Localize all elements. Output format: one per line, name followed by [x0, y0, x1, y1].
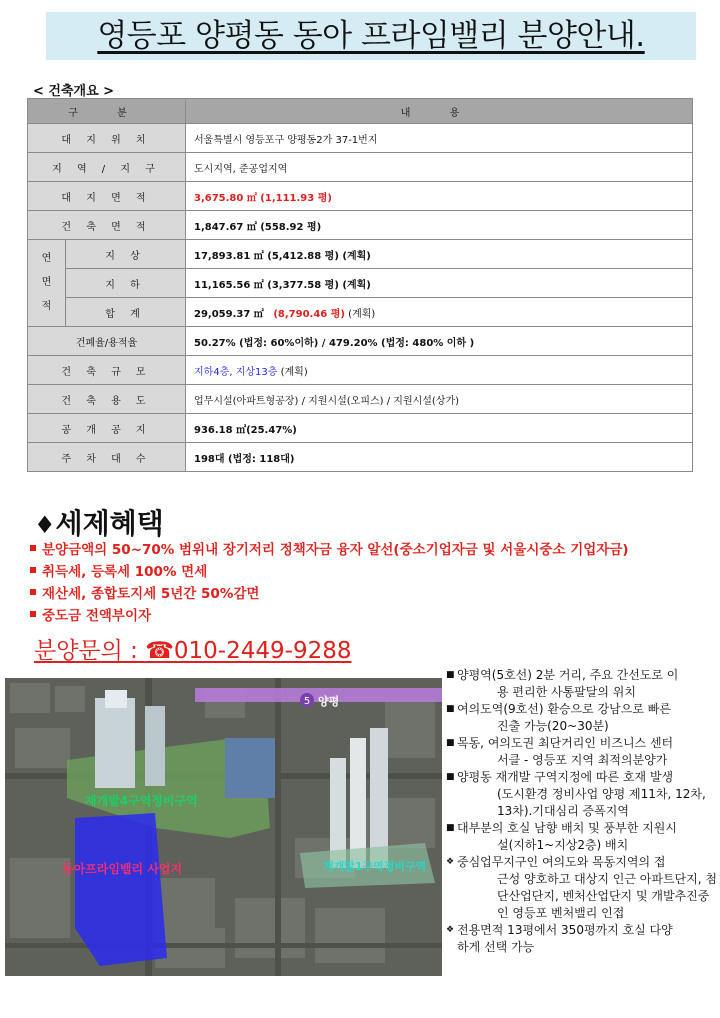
page-title: 영등포 양평동 동아 프라임밸리 분양안내. — [97, 18, 645, 54]
benefits-title-text: 세제혜택 — [55, 507, 164, 540]
benefits-heading — [34, 502, 164, 542]
row-label: 건 축 규 모 — [28, 356, 186, 385]
table-row — [28, 182, 693, 211]
benefit-text: 분양금액의 50~70% 범위내 장기저리 정책자금 융자 알선(중소기업자금 및 서울시중소 기업자금) — [42, 542, 629, 558]
list-item — [30, 583, 629, 605]
inquiry-label: 분양문의 : — [34, 638, 146, 664]
square-bullet-icon — [30, 611, 36, 617]
table-header-row — [28, 99, 693, 124]
row-value — [186, 298, 693, 327]
list-item — [30, 561, 629, 583]
row-value: 3,675.80 ㎡ (1,111.93 평) — [186, 182, 693, 211]
point-rest: 진출 가능(20~30분) — [497, 719, 609, 733]
overview-label: < 건축개요 > — [33, 84, 115, 99]
bullet-icon: ■ — [446, 772, 455, 782]
bullet-icon: ■ — [446, 704, 455, 714]
total-area: 29,059.37 ㎡ — [194, 308, 264, 320]
row-label: 대 지 위 치 — [28, 124, 186, 153]
benefit-text: 재산세, 종합토지세 5년간 50%감면 — [42, 586, 260, 602]
scale-floors: 지하4층, 지상13층 — [194, 366, 278, 378]
overview-table — [27, 98, 693, 472]
row-label: 건 축 용 도 — [28, 385, 186, 414]
row-value: 936.18 ㎡(25.47%) — [186, 414, 693, 443]
list-item — [446, 735, 718, 769]
row-label: 지 상 — [66, 240, 186, 269]
benefit-text: 취득세, 등록세 100% 면세 — [42, 564, 208, 580]
location-points-list — [446, 667, 718, 956]
bullet-icon: ❖ — [446, 857, 455, 867]
location-map — [5, 678, 442, 976]
list-item — [30, 605, 629, 627]
list-item — [446, 701, 718, 735]
list-item — [446, 769, 718, 820]
row-label: 주 차 대 수 — [28, 443, 186, 472]
row-label: 지 하 — [66, 269, 186, 298]
list-item — [446, 922, 718, 956]
list-item — [446, 820, 718, 854]
list-item — [30, 539, 629, 561]
station-label: 양평 — [318, 695, 340, 708]
row-label: 합 계 — [66, 298, 186, 327]
redev-4-label: 재개발4구역정비구역 — [85, 794, 198, 808]
scale-plan: (계획) — [280, 366, 308, 378]
point-rest: 설(지하1~지상2층) 배치 — [497, 838, 629, 852]
row-label: 건 축 면 적 — [28, 211, 186, 240]
row-value: 1,847.67 ㎡ (558.92 평) — [186, 211, 693, 240]
bullet-icon: ❖ — [446, 925, 455, 935]
list-item — [446, 854, 718, 922]
row-label: 지 역 / 지 구 — [28, 153, 186, 182]
row-value: 17,893.81 ㎡ (5,412.88 평) (계획) — [186, 240, 693, 269]
point-rest: 서클 - 영등포 지역 최적의분양가 — [497, 753, 668, 767]
row-value: 업무시설(아파트형공장) / 지원시설(오피스) / 지원시설(상가) — [186, 385, 693, 414]
list-item — [446, 667, 718, 701]
table-row — [28, 327, 693, 356]
row-value: 도시지역, 준공업지역 — [186, 153, 693, 182]
total-pyeong: (8,790.46 평) — [273, 308, 345, 320]
square-bullet-icon — [30, 545, 36, 551]
diamond-icon: ♦ — [34, 511, 56, 539]
table-row — [28, 414, 693, 443]
phone-icon: ☎ — [145, 638, 174, 664]
line-number: 5 — [303, 696, 311, 707]
square-bullet-icon — [30, 589, 36, 595]
bullet-icon: ■ — [446, 823, 455, 833]
table-row — [28, 211, 693, 240]
header-category: 구 분 — [28, 99, 186, 124]
map-illustration — [5, 678, 442, 976]
point-rest: 용 편리한 사통팔달의 위치 — [497, 685, 636, 699]
benefit-text: 중도금 전액부이자 — [42, 608, 152, 624]
project-site-area — [75, 813, 167, 966]
table-row — [28, 153, 693, 182]
point-rest: 근성 양호하고 대상지 인근 아파트단지, 첨단산업단지, 벤처산업단지 및 개발추진중인 영등포 벤처밸리 인접 — [497, 872, 717, 920]
row-value: 198대 (법정: 118대) — [186, 443, 693, 472]
row-value — [186, 356, 693, 385]
table-row — [28, 356, 693, 385]
phone-number[interactable]: 010-2449-9288 — [173, 638, 352, 664]
total-plan: (계획) — [348, 308, 376, 320]
point-first: 양평역(5호선) 2분 거리, 주요 간선도로 이 — [457, 668, 679, 682]
row-label: 건폐율/용적율 — [28, 327, 186, 356]
point-first: 목동, 여의도권 최단거리인 비즈니스 센터 — [457, 736, 674, 750]
square-bullet-icon — [30, 567, 36, 573]
point-first: 전용면적 13평에서 350평까지 호실 다양 — [457, 923, 673, 937]
table-row — [28, 385, 693, 414]
point-first: 양평동 재개발 구역지정에 따른 호재 발생 — [457, 770, 674, 784]
floor-area-side-text: 연 면 적 — [41, 253, 52, 312]
row-label: 공 개 공 지 — [28, 414, 186, 443]
table-row — [28, 240, 693, 269]
bullet-icon: ■ — [446, 738, 455, 748]
point-first: 대부분의 호실 남향 배치 및 풍부한 지원시 — [457, 821, 677, 835]
row-label: 대 지 면 적 — [28, 182, 186, 211]
point-rest: 하게 선택 가능 — [457, 940, 535, 954]
point-first: 여의도역(9호선) 환승으로 강남으로 빠른 — [457, 702, 671, 716]
table-row — [28, 298, 693, 327]
inquiry-line — [34, 632, 351, 665]
table-row — [28, 269, 693, 298]
redev-1-label: 재개발1구역정비구역 — [323, 860, 427, 873]
header-content: 내 용 — [186, 99, 693, 124]
table-row — [28, 443, 693, 472]
row-value: 서울특별시 영등포구 양평동2가 37-1번지 — [186, 124, 693, 153]
table-row — [28, 124, 693, 153]
site-label: 동아프라임밸리 사업지 — [62, 862, 183, 876]
point-rest: (도시환경 정비사업 양평 제11차, 12차, 13차).기대심리 증폭지역 — [497, 787, 706, 818]
title-banner — [46, 12, 696, 60]
row-value: 11,165.56 ㎡ (3,377.58 평) (계획) — [186, 269, 693, 298]
point-first: 중심업무지구인 여의도와 목동지역의 접 — [457, 855, 666, 869]
row-value: 50.27% (법정: 60%이하) / 479.20% (법정: 480% 이하 ) — [186, 327, 693, 356]
bullet-icon: ■ — [446, 670, 455, 680]
floor-area-side-label — [28, 240, 66, 327]
benefits-list — [30, 539, 629, 627]
